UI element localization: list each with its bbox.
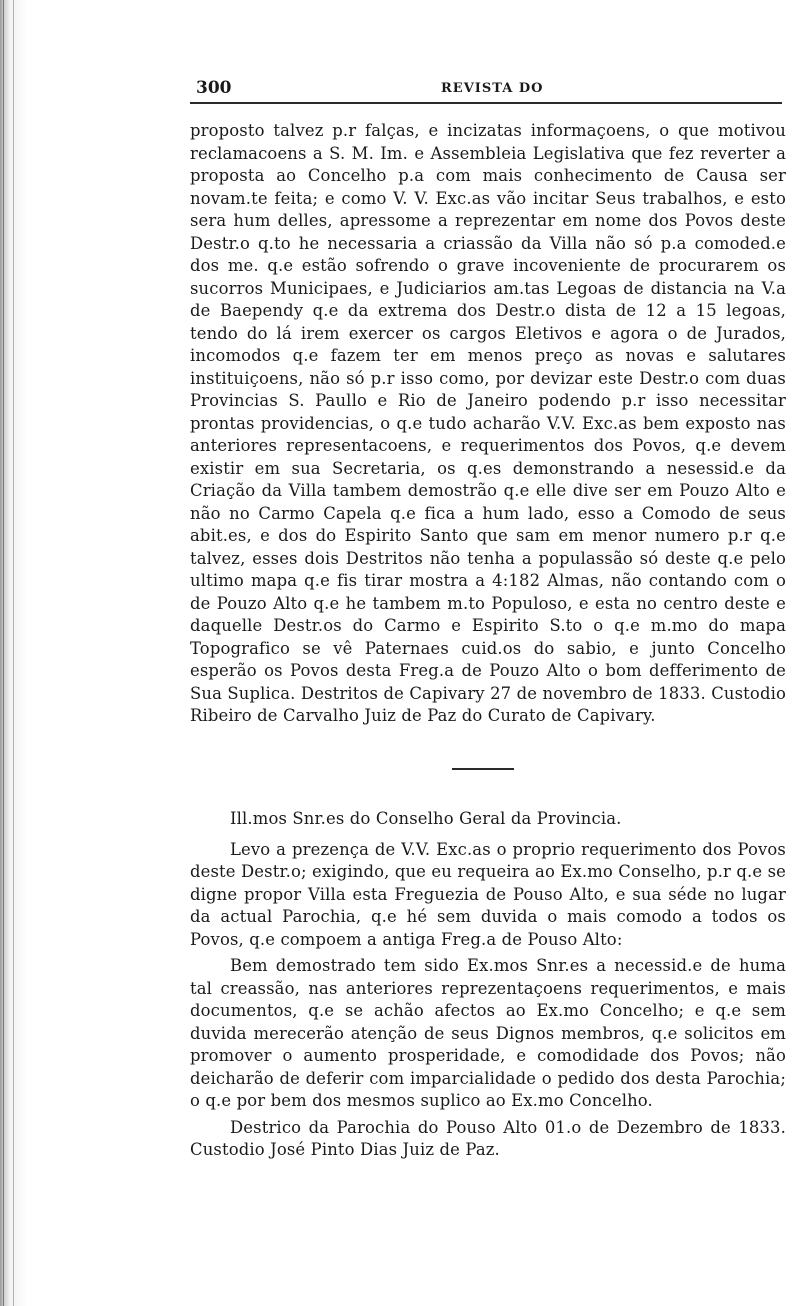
closing-signature: Destrico da Parochia do Pouso Alto 01.o de Dezembro de 1833. Custodio José Pinto Dias Juiz de Paz.	[190, 1117, 786, 1159]
document-1	[190, 120, 786, 728]
document-1-body: proposto talvez p.r falças, e incizatas informaçoens, o que motivou reclamacoens a S. M. Im. e Assembleia Legislativa que fez reverter a proposta ao Concelho p.a com mais conhecimento de Causa ser novam.te feita; e como V. V. Exc.as vão incitar Seus trabalhos, e esto sera hum delles, apressome a reprezentar em nome dos Povos deste Destr.o q.to he necessaria a criassão da Villa não só p.a comoded.e dos me. q.e estão sofrendo o grave incoveniente de procurarem os sucorros Municipaes, e Judiciarios am.tas Legoas de distancia na V.a de Baependy q.e da extrema dos Destr.o dista de 12 a 15 legoas, tendo do lá irem exercer os cargos Eletivos e agora o de Jurados, incomodos q.e fazem ter em menos preço as novas e salutares instituiçoens, não só p.r isso como, por devizar este Destr.o com duas Provincias S. Paullo e Rio de Janeiro podendo p.r isso necessitar prontas providencias, o q.e tudo acharão V.V. Exc.as bem exposto nas anteriores representacoens, e requerimentos dos Povos, q.e devem existir em sua Secretaria, os q.es demonstrando a nesessid.e da Criação da Villa tambem demostrão q.e elle dive ser em Pouzo Alto e não no Carmo Capela q.e fica a hum lado, esso a Comodo de seus abit.es, e dos do Espirito Santo que sam em menor numero p.r q.e talvez, esses dois Destritos não tenha a populassão só deste q.e pelo ultimo mapa q.e fis tirar mostra a 4:182 Almas, não contando com o de Pouzo Alto q.e he tambem m.to Populoso, e esta no centro deste e daquelle Destr.os do Carmo e Espirito S.to o q.e m.mo do mapa Topografico se vê Paternaes cuid.os do sabio, e junto Concelho esperão os Povos desta Freg.a de Pouzo Alto o bom defferimento de Sua Suplica. Destritos de Capivary 27 de novembro de 1833. Custodio Ribeiro de Carvalho Juiz de Paz do Curato de Capivary.	[190, 121, 786, 725]
binding-line	[13, 0, 14, 1306]
paragraph: Levo a prezença de V.V. Exc.as o proprio requerimento dos Povos deste Destr.o; exigindo, que eu requeira ao Ex.mo Conselho, p.r q.e se digne propor Villa esta Freguezia de Pouso Alto, e sua séde no lugar da actual Parochia, q.e hé sem duvida o mais comodo a todos os Povos, q.e compoem a antiga Freg.a de Pouso Alto:	[190, 839, 786, 949]
page-header	[196, 76, 782, 102]
paragraph: Bem demostrado tem sido Ex.mos Snr.es a necessid.e de huma tal creassão, nas anteriores reprezentaçoens requerimentos, e mais documentos, q.e se achão afectos ao Ex.mo Concelho; e q.e sem duvida merecerão atenção de seus Dignos membros, q.e solicitos em promover o aumento prosperidade, e comodidade dos Povos; não deicharão de deferir com imparcialidade o pedido dos desta Parochia; o q.e por bem dos mesmos suplico ao Ex.mo Concelho.	[190, 956, 786, 1110]
document-2	[190, 808, 786, 1162]
section-separator	[452, 768, 514, 770]
binding-line	[3, 0, 4, 1306]
running-head: REVISTA DO	[441, 81, 544, 96]
header-rule	[190, 102, 782, 104]
salutation: Ill.mos Snr.es do Conselho Geral da Provincia.	[230, 809, 622, 828]
page-number: 300	[196, 78, 232, 98]
book-binding-edge	[0, 0, 28, 1306]
